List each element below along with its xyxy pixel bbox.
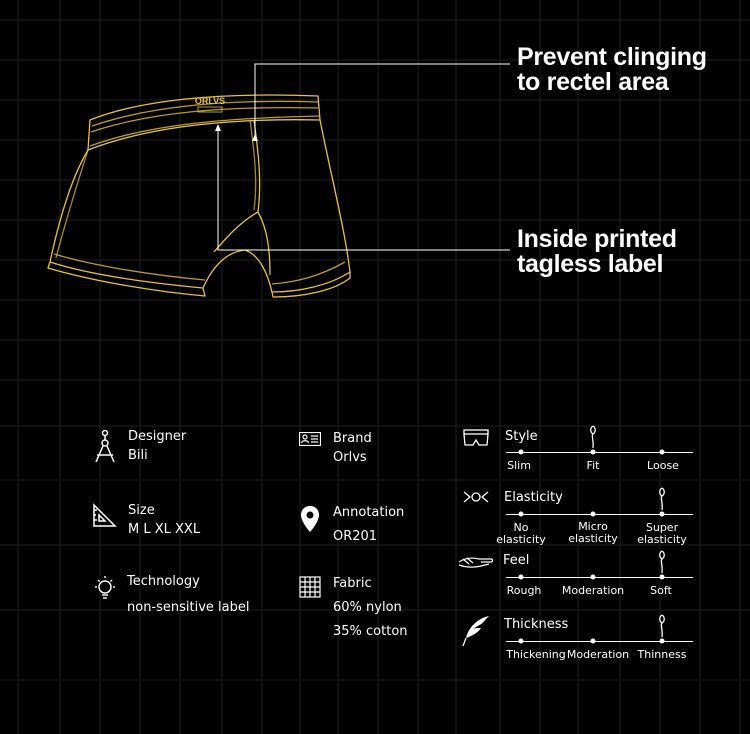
- scale-feel-track: [506, 577, 693, 578]
- compass-icon: [92, 428, 118, 466]
- scale-thickness-dot: [660, 639, 665, 644]
- boxer-body-outline: [50, 120, 350, 292]
- spec-designer-value: Bili: [128, 448, 148, 463]
- scale-elasticity-option: No elasticity: [496, 521, 546, 546]
- scale-elasticity-track: [506, 514, 693, 515]
- spec-annotation-label: Annotation: [333, 505, 405, 520]
- scale-style-dot: [660, 450, 665, 455]
- scale-feel-dot: [519, 575, 524, 580]
- spec-fabric-value-1: 60% nylon: [333, 600, 402, 615]
- scale-feel-marker: [657, 550, 667, 574]
- elasticity-icon: [462, 489, 490, 505]
- lightbulb-icon: [93, 575, 117, 601]
- scale-elasticity-marker: [657, 487, 667, 511]
- scale-feel-option: Rough: [506, 584, 542, 597]
- spec-fabric-value-2: 35% cotton: [333, 624, 408, 639]
- scale-style-label: Style: [505, 429, 538, 444]
- id-card-icon: [299, 432, 321, 446]
- spec-technology-value: non-sensitive label: [127, 600, 250, 615]
- brand-logo: ORLVS: [194, 96, 226, 106]
- spec-fabric-label: Fabric: [333, 576, 372, 591]
- scale-elasticity-option: Micro elasticity: [568, 520, 618, 545]
- scale-thickness-option: Thinness: [637, 648, 687, 661]
- scale-feel-label: Feel: [503, 553, 530, 568]
- scale-feel-option: Soft: [650, 584, 672, 597]
- scale-feel-dot: [660, 575, 665, 580]
- scale-elasticity-dot: [519, 512, 524, 517]
- scale-thickness-dot: [519, 639, 524, 644]
- spec-size-value: M L XL XXL: [128, 522, 201, 537]
- spec-brand-label: Brand: [333, 431, 372, 446]
- scale-thickness-option: Moderation: [566, 648, 630, 661]
- scale-elasticity-label: Elasticity: [504, 490, 563, 505]
- scale-style-option: Loose: [647, 459, 679, 472]
- callout-anti-cling: Prevent clinging to rectel area: [517, 43, 707, 96]
- briefs-icon: [463, 429, 489, 447]
- scale-style-option: Slim: [507, 459, 531, 472]
- scale-thickness-track: [506, 641, 693, 642]
- location-pin-icon: [300, 505, 320, 533]
- spec-designer-label: Designer: [128, 429, 187, 444]
- callout-tagless-label: Inside printed tagless label: [517, 225, 677, 278]
- scale-feel-dot: [591, 575, 596, 580]
- scale-style-track: [506, 452, 693, 453]
- feather-icon: [461, 614, 491, 648]
- scale-thickness-label: Thickness: [504, 617, 569, 632]
- scale-style-option: Fit: [586, 459, 600, 472]
- spec-brand-value: Orlvs: [333, 450, 367, 465]
- set-square-icon: [92, 503, 118, 529]
- spec-annotation-value: OR201: [333, 529, 378, 544]
- scale-elasticity-dot: [591, 512, 596, 517]
- scale-elasticity-dot: [660, 512, 665, 517]
- scale-thickness-dot: [591, 639, 596, 644]
- spec-technology-label: Technology: [127, 574, 200, 589]
- scale-thickness-option: Thickening: [506, 648, 566, 661]
- hand-feel-icon: [457, 553, 495, 571]
- scale-thickness-marker: [657, 614, 667, 638]
- spec-size-label: Size: [128, 503, 155, 518]
- scale-style-dot: [591, 450, 596, 455]
- scale-style-dot: [519, 450, 524, 455]
- scale-feel-option: Moderation: [561, 584, 625, 597]
- callout-line-bottom: [218, 130, 510, 250]
- scale-elasticity-option: Super elasticity: [637, 521, 687, 546]
- scale-style-marker: [588, 425, 598, 449]
- fabric-grid-icon: [299, 576, 321, 598]
